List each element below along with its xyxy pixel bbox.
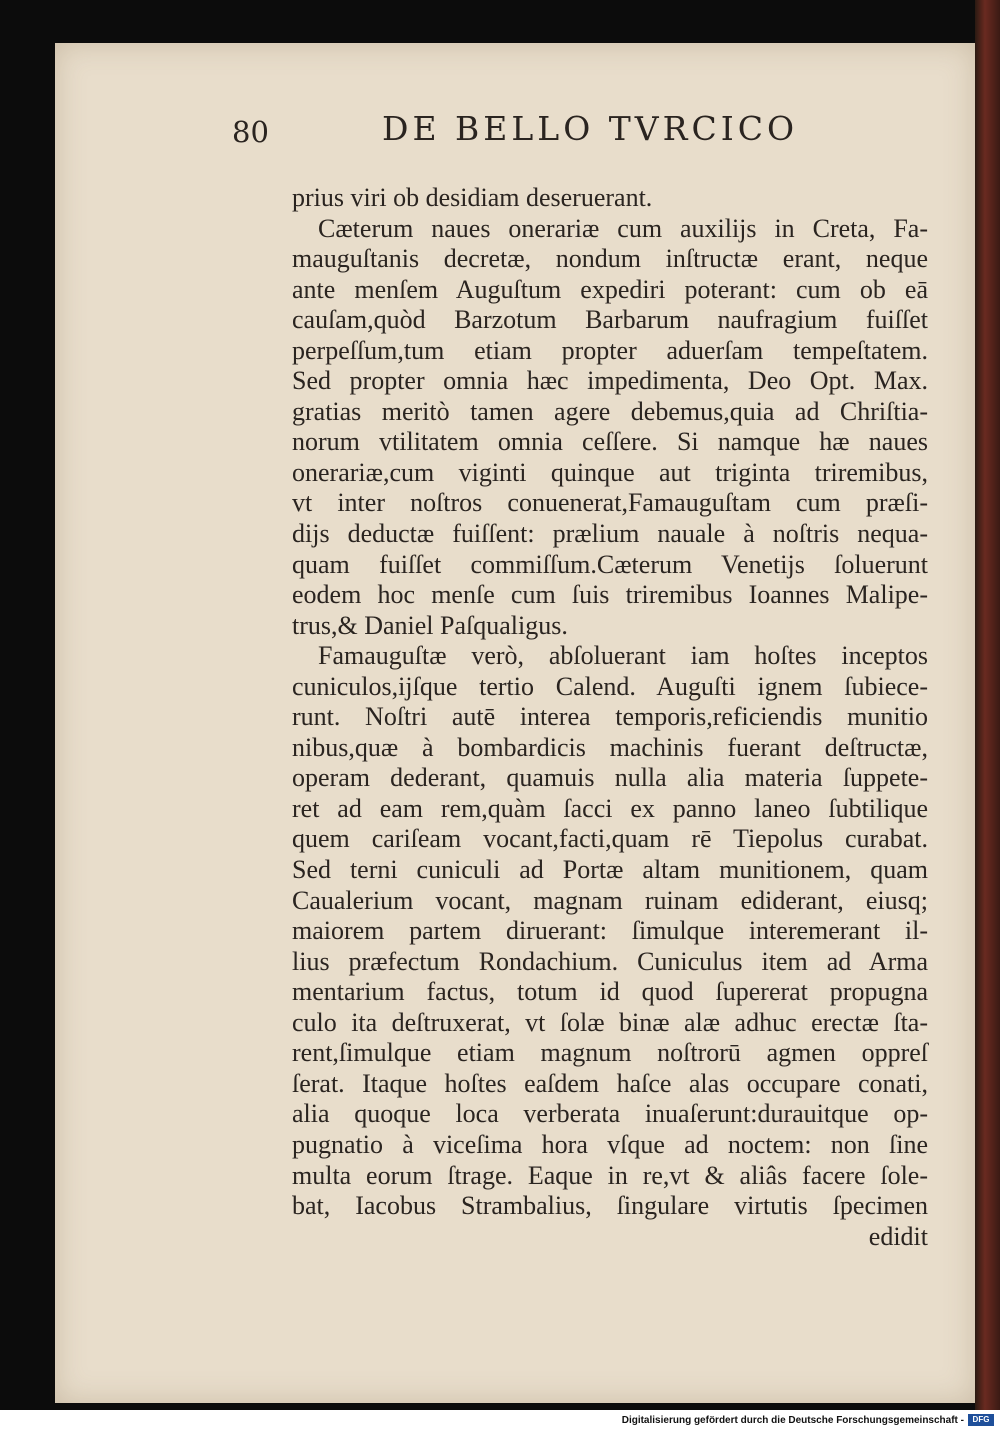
text-line: pugnatio à viceſima hora vſque ad noctem: non ſine xyxy=(292,1129,928,1159)
text-line: quem cariſeam vocant,facti,quam rē Tiepolus curabat. xyxy=(292,824,928,854)
text-line: mauguſtanis decretæ, nondum inſtructæ erant, neque xyxy=(292,244,928,274)
text-line: ſerat. Itaque hoſtes eaſdem haſce alas occupare conati, xyxy=(292,1068,928,1098)
catchword: edidit xyxy=(868,1221,928,1251)
text-line: nibus,quæ à bombardicis machinis fuerant deſtructæ, xyxy=(292,732,928,762)
text-line: rent,ſimulque etiam magnum noſtrorū agmen oppreſ xyxy=(292,1038,928,1068)
text-line: Cæterum naues onerariæ cum auxilijs in Creta, Fa- xyxy=(318,213,928,243)
text-line: Sed propter omnia hæc impedimenta, Deo Opt. Max. xyxy=(292,366,928,396)
text-line: maiorem partem diruerant: ſimulque interemerant il- xyxy=(292,916,928,946)
footer-text: Digitalisierung gefördert durch die Deutsche Forschungsgemeinschaft - xyxy=(621,1414,964,1426)
text-line: prius viri ob desidiam deseruerant. xyxy=(292,183,653,212)
text-line: cauſam,quòd Barzotum Barbarum naufragium fuiſſet xyxy=(292,305,928,335)
running-title: DE BELLO TVRCICO xyxy=(382,109,799,148)
text-line: alia quoque loca verberata inuaſerunt:durauitque op- xyxy=(292,1099,928,1129)
text-line: mentarium factus, totum id quod ſupererat propugna xyxy=(292,977,928,1007)
text-line: multa eorum ſtrage. Eaque in re,vt & aliâs facere ſole- xyxy=(292,1160,928,1190)
text-line: vt inter noſtros conuenerat,Famauguſtam cum præſi- xyxy=(292,488,928,518)
running-head xyxy=(232,105,932,155)
text-line: quam fuiſſet commiſſum.Cæterum Venetijs ſoluerunt xyxy=(292,549,928,579)
text-line: norum vtilitatem omnia ceſſere. Si namque hæ naues xyxy=(292,427,928,457)
text-line: lius præfectum Rondachium. Cuniculus item ad Arma xyxy=(292,946,928,976)
dfg-logo: DFG xyxy=(968,1414,994,1426)
page-number: 80 xyxy=(232,115,269,149)
text-line: runt. Noſtri autē interea temporis,reficiendis munitio xyxy=(292,702,928,732)
text-line: trus,& Daniel Paſqualigus. xyxy=(292,610,568,640)
text-line: culo ita deſtruxerat, vt ſolæ binæ alæ adhuc erectæ ſta- xyxy=(292,1007,928,1037)
body-text xyxy=(292,183,928,1252)
text-line: Caualerium vocant, magnam ruinam ediderant, eiusq; xyxy=(292,885,928,915)
text-line: eodem hoc menſe cum ſuis triremibus Ioannes Malipe- xyxy=(292,580,928,610)
text-line: ret ad eam rem,quàm ſacci ex panno laneo ſubtilique xyxy=(292,793,928,823)
text-line: dijs deductæ fuiſſent: prælium nauale à noſtris nequa- xyxy=(292,519,928,549)
binding-edge xyxy=(975,0,1000,1410)
text-line: operam dederant, quamuis nulla alia materia ſuppete- xyxy=(292,763,928,793)
text-line: Sed terni cuniculi ad Portæ altam munitionem, quam xyxy=(292,855,928,885)
text-line: gratias meritò tamen agere debemus,quia ad Chriſtia- xyxy=(292,396,928,426)
text-line: ante menſem Auguſtum expediri poterant: cum ob eā xyxy=(292,274,928,304)
digitization-footer xyxy=(622,1413,994,1427)
text-line: cuniculos,ijſque tertio Calend. Auguſti ignem ſubiece- xyxy=(292,671,928,701)
text-line: perpeſſum,tum etiam propter aduerſam tempeſtatem. xyxy=(292,335,928,365)
text-line: onerariæ,cum viginti quinque aut triginta triremibus, xyxy=(292,457,928,487)
text-line: bat, Iacobus Strambalius, ſingulare virtutis ſpecimen xyxy=(292,1191,928,1221)
text-line: Famauguſtæ verò, abſoluerant iam hoſtes inceptos xyxy=(318,641,928,671)
